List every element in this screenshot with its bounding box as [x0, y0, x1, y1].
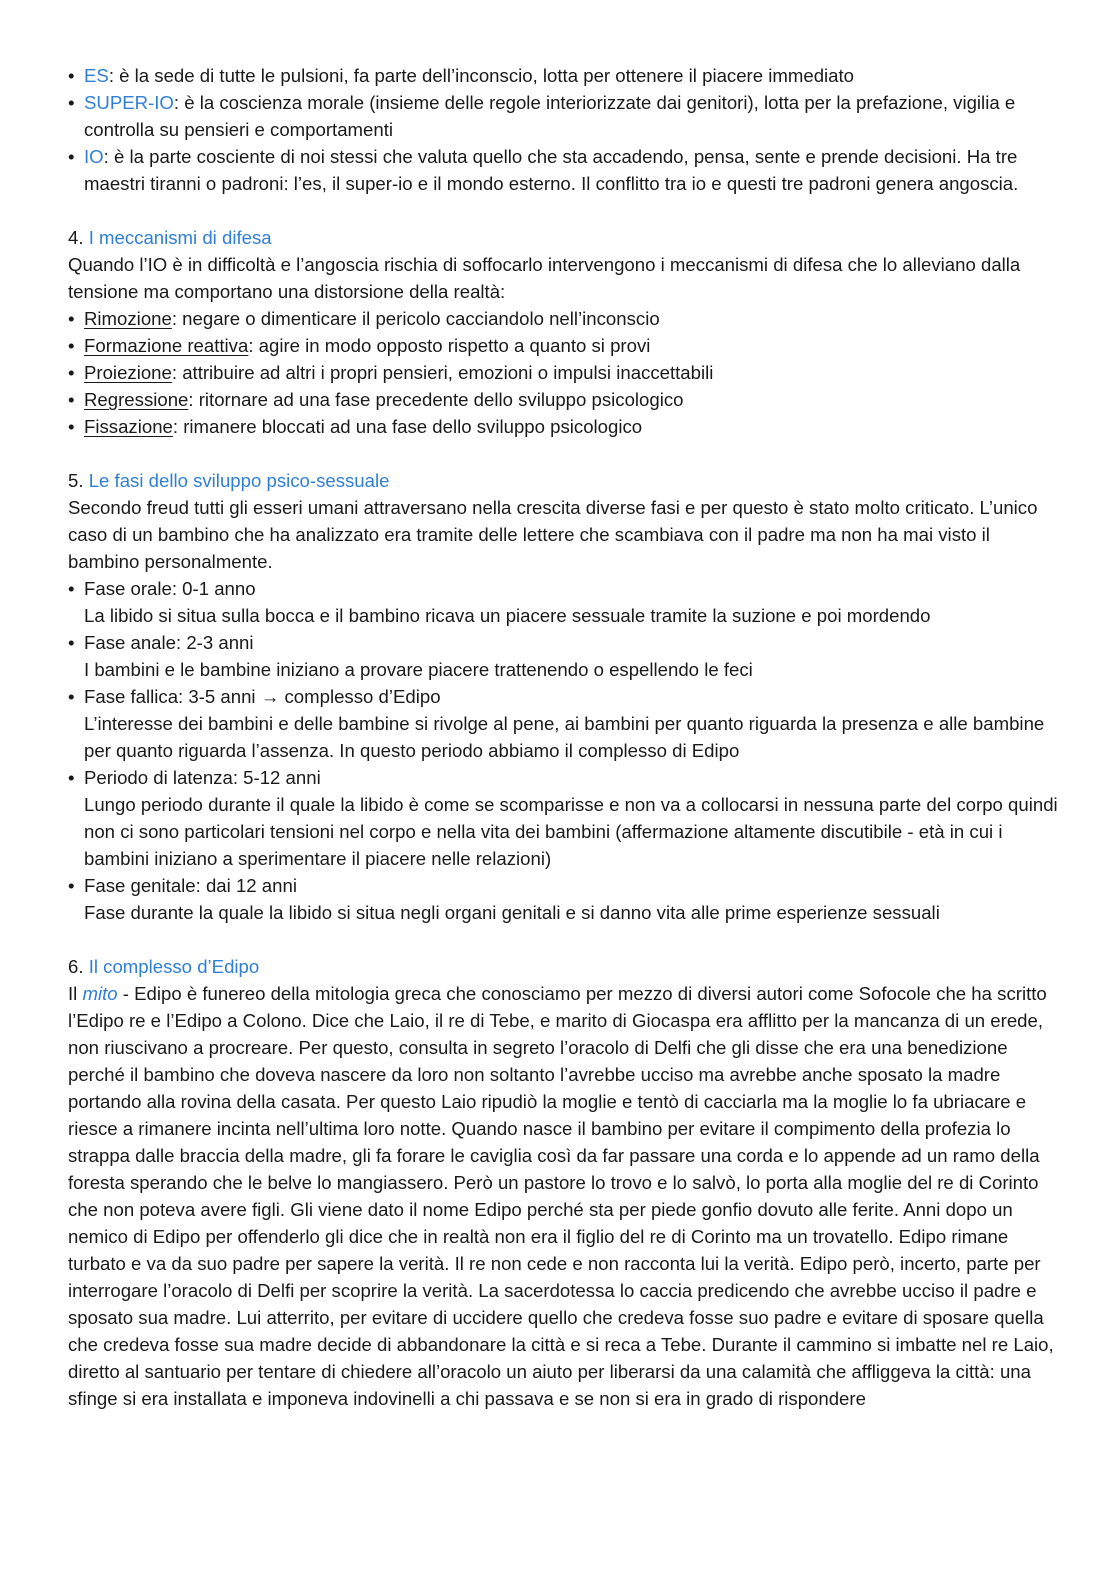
desc-es: : è la sede di tutte le pulsioni, fa parte dell’inconscio, lotta per ottenere il piacere immediato: [108, 65, 855, 86]
list-item-super-io: [68, 89, 1058, 143]
section-6-number: 6.: [68, 956, 84, 977]
section-5-title: Le fasi dello sviluppo psico-sessuale: [88, 470, 390, 491]
mito-term: mito: [82, 983, 118, 1004]
desc-super-io: : è la coscienza morale (insieme delle regole interiorizzate dai genitori), lotta per la prefazione, vigilia e controlla su pensieri e comportamenti: [84, 92, 1016, 140]
item-text: : rimanere bloccati ad una fase dello sviluppo psicologico: [172, 416, 643, 437]
psyche-structure-list: [68, 62, 1058, 197]
phase-desc: L’interesse dei bambini e delle bambine si rivolge al pene, ai bambini per quanto riguarda la presenza e alle bambine per quanto riguarda l’assenza. In questo periodo abbiamo il complesso di Edipo: [84, 713, 1045, 761]
term-regressione: Regressione: [84, 389, 189, 410]
phases-list: [68, 575, 1058, 926]
lead-text: Il: [68, 983, 83, 1004]
list-item: [68, 575, 1058, 629]
list-item-es: [68, 62, 1058, 89]
item-text: : attribuire ad altri i propri pensieri, emozioni o impulsi inaccettabili: [171, 362, 714, 383]
phase-head: • Periodo di latenza: 5-12 anni: [84, 767, 321, 788]
section-6-body: [68, 980, 1058, 1412]
term-proiezione: Proiezione: [84, 362, 172, 383]
phase-desc: Lungo periodo durante il quale la libido è come se scomparisse e non va a collocarsi in nessuna parte del corpo quindi non ci sono particolari tensioni nel corpo e nella vita dei bambini (affermazione altamente discutibile - età in cui i bambini iniziano a sperimentare il piacere nelle relazioni): [84, 794, 1058, 869]
section-5-number: 5.: [68, 470, 84, 491]
term-fissazione: Fissazione: [84, 416, 173, 437]
section-5-intro: Secondo freud tutti gli esseri umani attraversano nella crescita diverse fasi e per questo è stato molto criticato. L’unico caso di un bambino che ha analizzato era tramite delle lettere che scambiava con il padre ma non ha mai visto il bambino personalmente.: [68, 497, 1038, 572]
myth-text: - Edipo è funereo della mitologia greca che conosciamo per mezzo di diversi autori come Sofocole che ha scritto l’Edipo re e l’Edipo a Colono. Dice che Laio, il re di Tebe, e marito di Giocaspa era afflitto per la mancanza di un erede, non riuscivano a procreare. Per questo, consulta in segreto l’oracolo di Delfi che gli disse che era una benedizione perché il bambino che doveva nascere da loro non soltanto l’avrebbe ucciso ma avrebbe anche sposato la madre portando alla rovina della casata. Per questo Laio ripudiò la moglie e tentò di cacciarla ma la moglie lo fa ubriacare e riesce a rimanere incinta nell’ultima loro notte. Quando nasce il bambino per evitare il compimento della profezia lo strappa dalle braccia della madre, gli fa forare le caviglia così da far passare una corda e lo appende ad un ramo della foresta sperando che le belve lo mangiassero. Però un pastore lo trovo e lo salvò, lo porta alla moglie del re di Corinto che non poteva avere figli. Gli viene dato il nome Edipo perché sta per piede gonfio dovuto alle ferite. Anni dopo un nemico di Edipo per offenderlo gli dice che in realtà non era il figlio del re di Corinto ma un trovatello. Edipo rimane turbato e va da suo padre per sapere la verità. Il re non cede e non racconta lui la verità. Edipo però, incerto, parte per interrogare l’oracolo di Delfi per scoprire la verità. La sacerdotessa lo caccia predicendo che avrebbe ucciso il padre e sposato sua madre. Lui atterrito, per evitare di uccidere quello che credeva fosse suo padre e evitare di sposare quella che credeva fosse sua madre decide di abbandonare la città e si reca a Tebe. Durante il cammino si imbatte nel re Laio, diretto al santuario per tentare di chiedere all’oracolo un aiuto per liberarsi da una calamità che affliggeva la città: una sfinge si era installata e imponeva indovinelli a chi passava e se non si era in grado di rispondere: [68, 983, 1054, 1409]
term-es: ES: [84, 65, 109, 86]
phase-head: • Fase genitale: dai 12 anni: [84, 875, 297, 896]
phase-desc: Fase durante la quale la libido si situa negli organi genitali e si danno vita alle prime esperienze sessuali: [84, 902, 940, 923]
phase-head: • Fase fallica: 3-5 anni → complesso d’Edipo: [84, 686, 441, 707]
list-item: [68, 359, 1058, 386]
list-item: [68, 305, 1058, 332]
section-4-title: I meccanismi di difesa: [88, 227, 272, 248]
phase-head: • Fase anale: 2-3 anni: [84, 632, 254, 653]
item-text: : negare o dimenticare il pericolo cacciandolo nell’inconscio: [171, 308, 660, 329]
phase-desc: La libido si situa sulla bocca e il bambino ricava un piacere sessuale tramite la suzione e poi mordendo: [84, 605, 931, 626]
term-super-io: SUPER-IO: [84, 92, 174, 113]
list-item: [68, 413, 1058, 440]
item-text: : agire in modo opposto rispetto a quanto si provi: [248, 335, 651, 356]
list-item: [68, 872, 1058, 926]
item-text: : ritornare ad una fase precedente dello sviluppo psicologico: [188, 389, 684, 410]
phase-head: • Fase orale: 0-1 anno: [84, 578, 256, 599]
section-4: [68, 224, 1058, 440]
list-item-io: [68, 143, 1058, 197]
list-item: [68, 764, 1058, 872]
section-6: [68, 953, 1058, 1412]
term-rimozione: Rimozione: [84, 308, 172, 329]
list-item: [68, 386, 1058, 413]
desc-io: : è la parte cosciente di noi stessi che valuta quello che sta accadendo, pensa, sente e prende decisioni. Ha tre maestri tiranni o padroni: l’es, il super-io e il mondo esterno. Il conflitto tra io e questi tre padroni genera angoscia.: [84, 146, 1019, 194]
section-5: [68, 467, 1058, 926]
term-io: IO: [84, 146, 104, 167]
document-page: [68, 62, 1058, 1412]
section-4-number: 4.: [68, 227, 84, 248]
defense-mechanisms-list: [68, 305, 1058, 440]
section-4-intro: Quando l’IO è in difficoltà e l’angoscia rischia di soffocarlo intervengono i meccanismi di difesa che lo alleviano dalla tensione ma comportano una distorsione della realtà:: [68, 254, 1021, 302]
list-item: [68, 683, 1058, 764]
section-6-title: Il complesso d’Edipo: [88, 956, 260, 977]
list-item: [68, 629, 1058, 683]
section-6-heading: [68, 953, 1058, 980]
term-formazione-reattiva: Formazione reattiva: [84, 335, 249, 356]
section-4-heading: [68, 224, 1058, 251]
phase-desc: I bambini e le bambine iniziano a provare piacere trattenendo o espellendo le feci: [84, 659, 753, 680]
section-5-heading: [68, 467, 1058, 494]
list-item: [68, 332, 1058, 359]
